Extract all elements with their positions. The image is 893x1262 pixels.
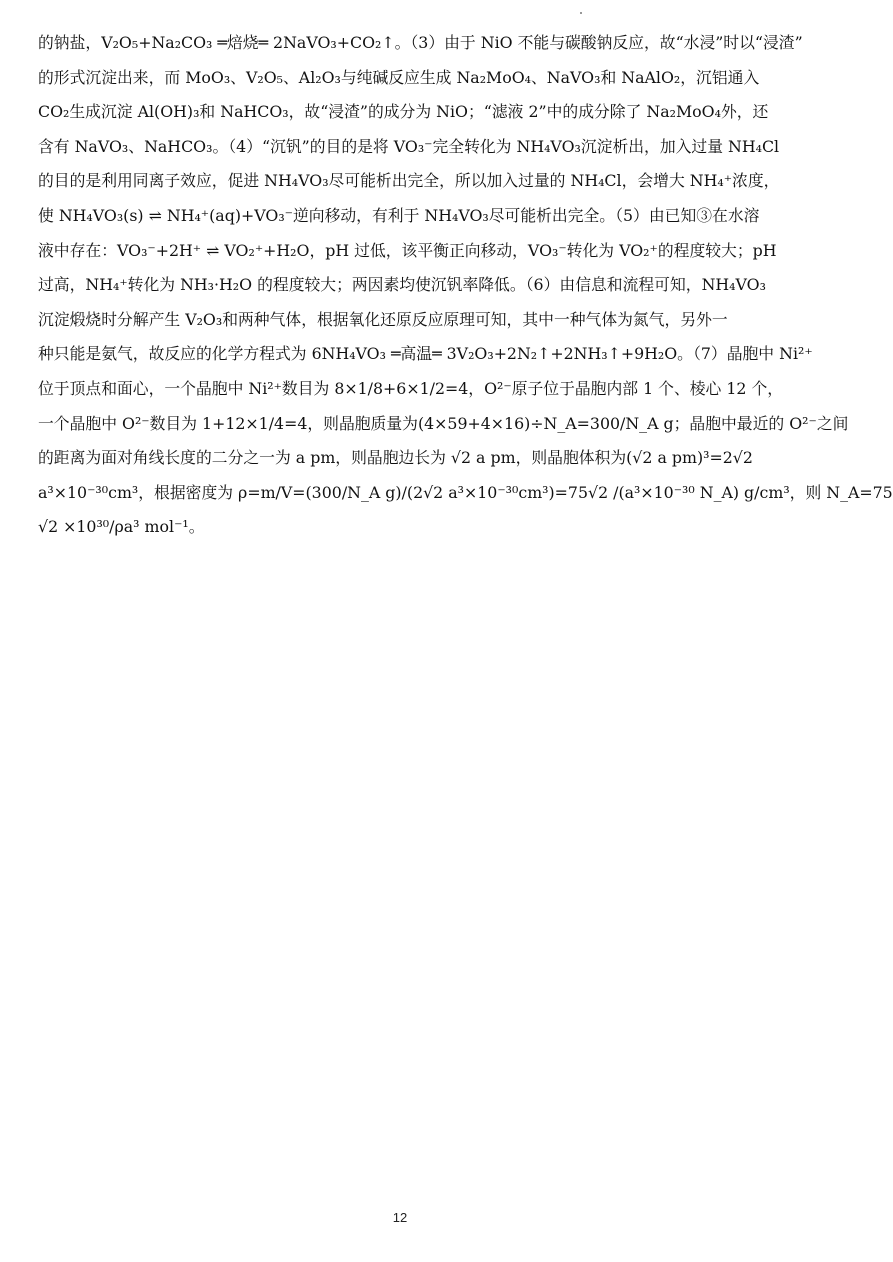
text-line: 位于顶点和面心，一个晶胞中 Ni²⁺数目为 8×1/8+6×1/2=4，O²⁻原子位于晶胞内部 1 个、棱心 12 个， <box>38 378 784 398</box>
text-line: 的形式沉淀出来，而 MoO₃、V₂O₅、Al₂O₃与纯碱反应生成 Na₂MoO₄、NaVO₃和 NaAlO₂，沉铝通入 <box>38 67 760 87</box>
explanation-text <box>38 31 893 550</box>
scan-dot <box>580 12 582 14</box>
text-line: 一个晶胞中 O²⁻数目为 1+12×1/4=4，则晶胞质量为(4×59+4×16)÷N_A=300/N_A g；晶胞中最近的 O²⁻之间 <box>38 413 849 433</box>
text-line: √2 ×10³⁰/ρa³ mol⁻¹。 <box>38 517 205 537</box>
text-line: 种只能是氨气，故反应的化学方程式为 6NH₄VO₃ ═高温═ 3V₂O₃+2N₂↑+2NH₃↑+9H₂O。（7）晶胞中 Ni²⁺ <box>38 344 813 364</box>
text-line: 沉淀煅烧时分解产生 V₂O₃和两种气体，根据氧化还原反应原理可知，其中一种气体为氮气，另外一 <box>38 309 728 329</box>
text-line: 的目的是利用同离子效应，促进 NH₄VO₃尽可能析出完全，所以加入过量的 NH₄Cl，会增大 NH₄⁺浓度， <box>38 171 780 191</box>
page-number: 12 <box>392 1210 408 1225</box>
text-line: 过高，NH₄⁺转化为 NH₃·H₂O 的程度较大；两因素均使沉钒率降低。（6）由信息和流程可知，NH₄VO₃ <box>38 275 766 295</box>
text-line: a³×10⁻³⁰cm³，根据密度为 ρ=m/V=(300/N_A g)/(2√2 a³×10⁻³⁰cm³)=75√2 /(a³×10⁻³⁰ N_A) g/cm³，则 N_A=75 <box>38 482 893 502</box>
text-line: CO₂生成沉淀 Al(OH)₃和 NaHCO₃，故“浸渣”的成分为 NiO；“滤液 2”中的成分除了 Na₂MoO₄外，还 <box>38 102 769 122</box>
text-line: 使 NH₄VO₃(s) ⇌ NH₄⁺(aq)+VO₃⁻逆向移动，有利于 NH₄VO₃尽可能析出完全。（5）由已知③在水溶 <box>38 205 760 225</box>
text-line: 的钠盐，V₂O₅+Na₂CO₃ ═焙烧═ 2NaVO₃+CO₂↑。（3）由于 NiO 不能与碳酸钠反应，故“水浸”时以“浸渣” <box>38 33 803 52</box>
text-line: 含有 NaVO₃、NaHCO₃。（4）“沉钒”的目的是将 VO₃⁻完全转化为 NH₄VO₃沉淀析出，加入过量 NH₄Cl <box>38 136 780 156</box>
text-line: 液中存在：VO₃⁻+2H⁺ ⇌ VO₂⁺+H₂O，pH 过低，该平衡正向移动，VO₃⁻转化为 VO₂⁺的程度较大；pH <box>38 240 777 260</box>
text-line: 的距离为面对角线长度的二分之一为 a pm，则晶胞边长为 √2 a pm，则晶胞体积为(√2 a pm)³=2√2 <box>38 448 753 468</box>
